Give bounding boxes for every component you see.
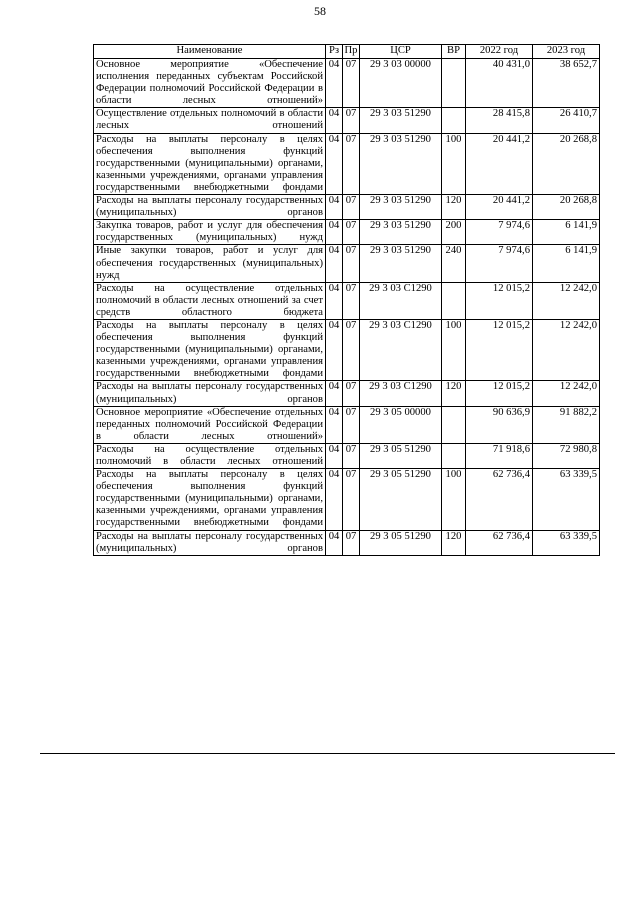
header-2023: 2023 год [533, 45, 600, 59]
row-rz: 04 [326, 469, 343, 530]
row-pr: 07 [343, 220, 360, 245]
row-rz: 04 [326, 319, 343, 380]
row-csr: 29 3 03 51290 [360, 108, 442, 133]
row-csr: 29 3 05 00000 [360, 406, 442, 443]
row-name: Расходы на выплаты персоналу в целях обеспечения выполнения функций государственными (муниципальными) органами, казенными учреждениями, органами управления государственными внебюджетными фондами [94, 319, 326, 380]
row-2023: 12 242,0 [533, 319, 600, 380]
table-row [94, 443, 600, 468]
header-2022: 2022 год [466, 45, 533, 59]
row-pr: 07 [343, 133, 360, 194]
row-2023: 12 242,0 [533, 282, 600, 319]
row-2022: 12 015,2 [466, 319, 533, 380]
row-name: Расходы на выплаты персоналу в целях обеспечения выполнения функций государственными (муниципальными) органами, казенными учреждениями, органами управления государственными внебюджетными фондами [94, 133, 326, 194]
row-rz: 04 [326, 245, 343, 282]
row-2022: 40 431,0 [466, 59, 533, 108]
row-2022: 20 441,2 [466, 133, 533, 194]
row-vr [442, 108, 466, 133]
row-2023: 20 268,8 [533, 133, 600, 194]
row-rz: 04 [326, 282, 343, 319]
table-body [94, 59, 600, 556]
row-vr: 240 [442, 245, 466, 282]
table-row [94, 220, 600, 245]
row-rz: 04 [326, 133, 343, 194]
row-name: Иные закупки товаров, работ и услуг для обеспечения государственных (муниципальных) нужд [94, 245, 326, 282]
header-pr: Пр [343, 45, 360, 59]
row-rz: 04 [326, 530, 343, 555]
row-csr: 29 3 05 51290 [360, 469, 442, 530]
bottom-divider [40, 753, 615, 754]
row-2022: 12 015,2 [466, 282, 533, 319]
row-2022: 7 974,6 [466, 220, 533, 245]
row-pr: 07 [343, 443, 360, 468]
row-2023: 6 141,9 [533, 245, 600, 282]
row-vr [442, 59, 466, 108]
row-rz: 04 [326, 59, 343, 108]
row-pr: 07 [343, 469, 360, 530]
row-rz: 04 [326, 108, 343, 133]
row-2023: 72 980,8 [533, 443, 600, 468]
row-vr: 100 [442, 133, 466, 194]
row-2023: 38 652,7 [533, 59, 600, 108]
row-csr: 29 3 03 51290 [360, 220, 442, 245]
table-row [94, 319, 600, 380]
table-row [94, 59, 600, 108]
row-name: Расходы на выплаты персоналу в целях обеспечения выполнения функций государственными (муниципальными) органами, казенными учреждениями, органами управления государственными внебюджетными фондами [94, 469, 326, 530]
row-name: Расходы на осуществление отдельных полномочий в области лесных отношений [94, 443, 326, 468]
row-2023: 6 141,9 [533, 220, 600, 245]
row-2022: 7 974,6 [466, 245, 533, 282]
row-pr: 07 [343, 59, 360, 108]
header-rz: Рз [326, 45, 343, 59]
table-row [94, 108, 600, 133]
row-vr: 120 [442, 195, 466, 220]
row-pr: 07 [343, 195, 360, 220]
row-2023: 91 882,2 [533, 406, 600, 443]
row-2022: 62 736,4 [466, 469, 533, 530]
row-rz: 04 [326, 443, 343, 468]
row-pr: 07 [343, 108, 360, 133]
row-name: Осуществление отдельных полномочий в области лесных отношений [94, 108, 326, 133]
row-2023: 63 339,5 [533, 469, 600, 530]
page-number: 58 [314, 4, 326, 18]
table-row [94, 469, 600, 530]
row-pr: 07 [343, 245, 360, 282]
row-vr [442, 443, 466, 468]
budget-table [93, 44, 600, 556]
row-pr: 07 [343, 381, 360, 406]
row-pr: 07 [343, 319, 360, 380]
row-2023: 20 268,8 [533, 195, 600, 220]
row-vr: 100 [442, 469, 466, 530]
row-rz: 04 [326, 220, 343, 245]
row-2022: 12 015,2 [466, 381, 533, 406]
row-csr: 29 3 03 C1290 [360, 319, 442, 380]
row-pr: 07 [343, 282, 360, 319]
header-vr: ВР [442, 45, 466, 59]
row-2022: 90 636,9 [466, 406, 533, 443]
header-csr: ЦСР [360, 45, 442, 59]
row-2022: 71 918,6 [466, 443, 533, 468]
row-name: Расходы на осуществление отдельных полномочий в области лесных отношений за счет средств областного бюджета [94, 282, 326, 319]
row-2022: 20 441,2 [466, 195, 533, 220]
row-2023: 26 410,7 [533, 108, 600, 133]
table-row [94, 245, 600, 282]
row-rz: 04 [326, 406, 343, 443]
row-csr: 29 3 03 C1290 [360, 381, 442, 406]
row-name: Расходы на выплаты персоналу государственных (муниципальных) органов [94, 381, 326, 406]
row-2022: 62 736,4 [466, 530, 533, 555]
row-csr: 29 3 03 51290 [360, 245, 442, 282]
table-row [94, 133, 600, 194]
header-row [94, 45, 600, 59]
row-name: Расходы на выплаты персоналу государственных (муниципальных) органов [94, 195, 326, 220]
row-name: Закупка товаров, работ и услуг для обеспечения государственных (муниципальных) нужд [94, 220, 326, 245]
row-csr: 29 3 03 00000 [360, 59, 442, 108]
table-row [94, 530, 600, 555]
row-csr: 29 3 03 51290 [360, 195, 442, 220]
row-csr: 29 3 03 C1290 [360, 282, 442, 319]
row-vr: 100 [442, 319, 466, 380]
row-csr: 29 3 05 51290 [360, 443, 442, 468]
table-row [94, 381, 600, 406]
row-rz: 04 [326, 195, 343, 220]
row-vr: 120 [442, 530, 466, 555]
header-name: Наименование [94, 45, 326, 59]
row-vr [442, 282, 466, 319]
row-rz: 04 [326, 381, 343, 406]
row-name: Расходы на выплаты персоналу государственных (муниципальных) органов [94, 530, 326, 555]
row-2022: 28 415,8 [466, 108, 533, 133]
table-row [94, 195, 600, 220]
row-name: Основное мероприятие «Обеспечение исполнения переданных субъектам Российской Федерации полномочий Российской Федерации в области лесных отношений» [94, 59, 326, 108]
row-pr: 07 [343, 530, 360, 555]
row-name: Основное мероприятие «Обеспечение отдельных переданных полномочий Российской Федерации в области лесных отношений» [94, 406, 326, 443]
table-row [94, 406, 600, 443]
row-csr: 29 3 05 51290 [360, 530, 442, 555]
row-pr: 07 [343, 406, 360, 443]
row-vr: 120 [442, 381, 466, 406]
row-vr: 200 [442, 220, 466, 245]
row-2023: 12 242,0 [533, 381, 600, 406]
table-row [94, 282, 600, 319]
row-2023: 63 339,5 [533, 530, 600, 555]
row-csr: 29 3 03 51290 [360, 133, 442, 194]
row-vr [442, 406, 466, 443]
